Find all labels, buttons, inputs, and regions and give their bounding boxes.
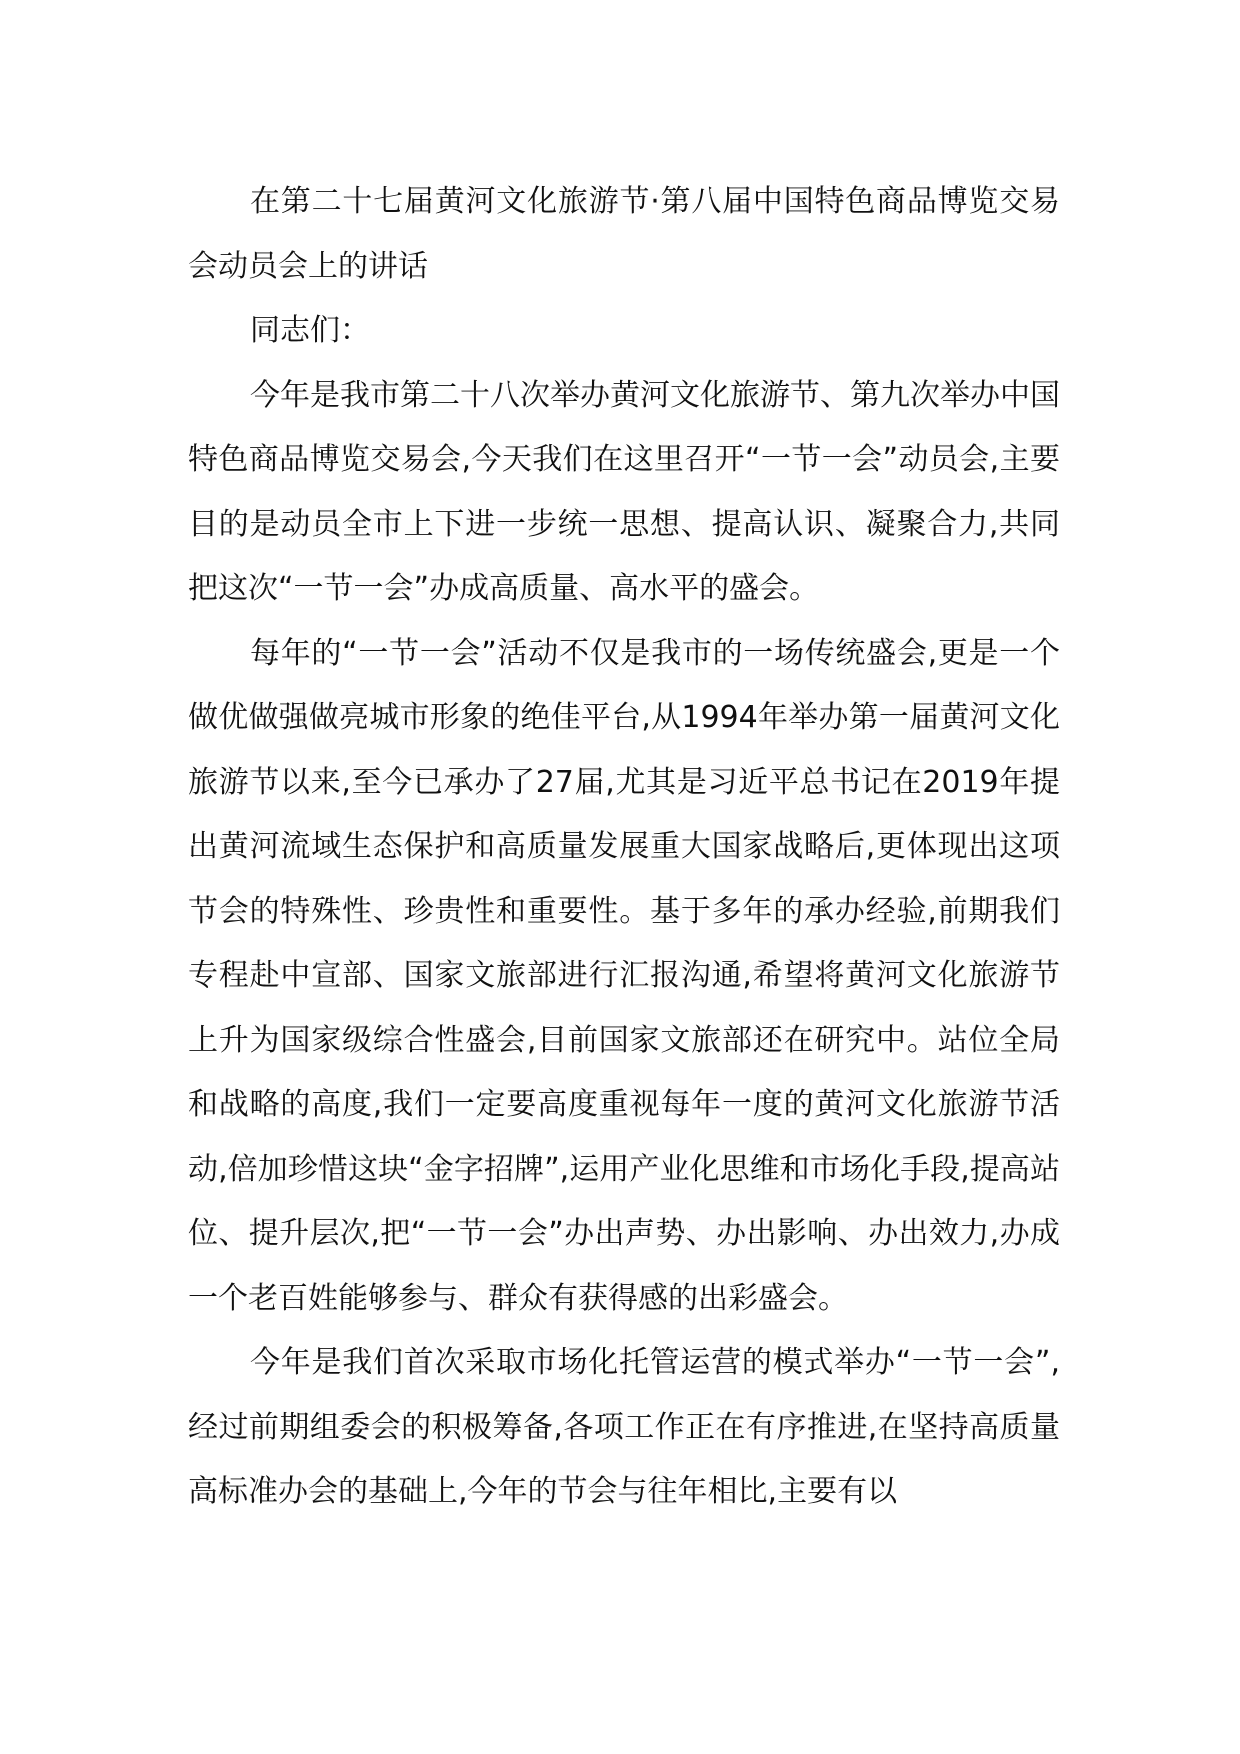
paragraph-3: 今年是我们首次采取市场化托管运营的模式举办“一节一会”,经过前期组委会的积极筹备,各项工作正在有序推进,在坚持高质量高标准办会的基础上,今年的节会与往年相比,主要有以 bbox=[188, 1345, 1060, 1509]
salutation: 同志们： bbox=[250, 313, 370, 348]
document-title: 在第二十七届黄河文化旅游节·第八届中国特色商品博览交易会动员会上的讲话 bbox=[188, 184, 1060, 284]
paragraph-1: 今年是我市第二十八次举办黄河文化旅游节、第九次举办中国特色商品博览交易会,今天我们在这里召开“一节一会”动员会,主要目的是动员全市上下进一步统一思想、提高认识、凝聚合力,共同把这次“一节一会”办成高质量、高水平的盛会。 bbox=[188, 377, 1060, 606]
paragraph-2: 每年的“一节一会”活动不仅是我市的一场传统盛会,更是一个做优做强做亮城市形象的绝佳平台,从1994年举办第一届黄河文化旅游节以来,至今已承办了27届,尤其是习近平总书记在2019年提出黄河流域生态保护和高质量发展重大国家战略后,更体现出这项节会的特殊性、珍贵性和重要性。基于多年的承办经验,前期我们专程赴中宣部、国家文旅部进行汇报沟通,希望将黄河文化旅游节上升为国家级综合性盛会,目前国家文旅部还在研究中。站位全局和战略的高度,我们一定要高度重视每年一度的黄河文化旅游节活动,倍加珍惜这块“金字招牌”,运用产业化思维和市场化手段,提高站位、提升层次,把“一节一会”办出声势、办出影响、办出效力,办成一个老百姓能够参与、群众有获得感的出彩盛会。 bbox=[188, 635, 1060, 1316]
document-body bbox=[188, 170, 1060, 1525]
